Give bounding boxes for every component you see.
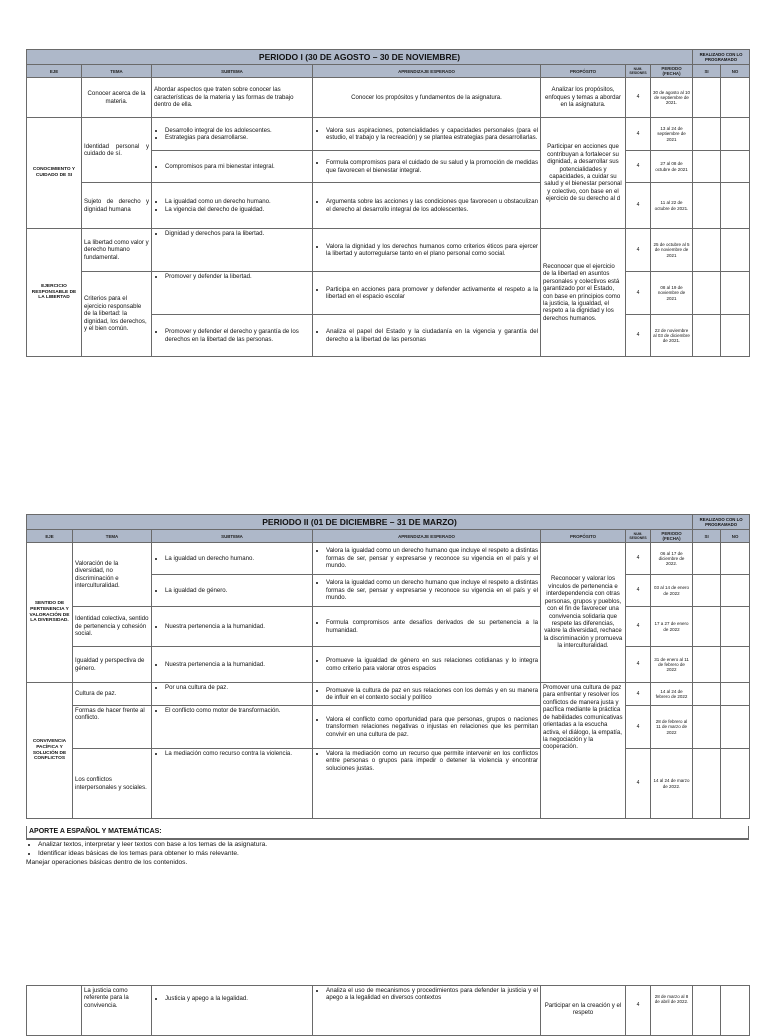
aprendizaje-bullet: • Participa en acciones para promover y defender activamente el respeto a la libertad en el espacio escolar — [326, 286, 538, 301]
fecha-cell: 14 al 24 de marzo de 2022. — [651, 749, 693, 819]
sesiones-cell: 4 — [626, 229, 651, 272]
tema-cell: Sujeto de derecho y dignidad humana — [82, 183, 152, 229]
period-1-title: PERIODO I (30 DE AGOSTO – 30 DE NOVIEMBRE) — [27, 50, 693, 65]
subtema-bullet: • La igualdad de género. — [165, 587, 310, 594]
aprendizaje-cell — [313, 986, 541, 1036]
table-row — [27, 986, 750, 1036]
table-row — [27, 706, 750, 749]
aporte-item: • Identificar ideas básicas de los temas para obtener lo más relevante. — [38, 849, 749, 858]
subtema-bullet: • Promover y defender la libertad. — [165, 273, 310, 280]
subtema-cell — [152, 183, 313, 229]
fecha-cell: 28 de febrero al 11 de marzo de 2022 — [651, 706, 693, 749]
sesiones-cell: 4 — [626, 986, 651, 1036]
tema-cell: Igualdad y perspectiva de género. — [73, 647, 152, 683]
no-checkbox[interactable] — [721, 78, 750, 118]
subtema-bullet: • Por una cultura de paz. — [165, 684, 310, 691]
header-periodo: PERIODO (FECHA) — [651, 65, 693, 78]
si-checkbox[interactable] — [693, 272, 721, 315]
subtema-cell — [152, 986, 313, 1036]
aprendizaje-cell — [313, 607, 541, 647]
aprendizaje-cell — [313, 683, 541, 706]
fecha-cell: 30 de agosto al 10 de septiembre de 2021. — [651, 78, 693, 118]
eje-cell-empty — [27, 78, 82, 118]
si-checkbox[interactable] — [693, 315, 721, 357]
period-1-table — [26, 49, 750, 357]
fecha-cell: 31 de enero al 11 de febrero de 2022 — [651, 647, 693, 683]
tema-cell: Valoración de la diversidad, no discriminación e interculturalidad. — [73, 543, 152, 607]
table-row — [27, 543, 750, 575]
subtema-cell — [152, 683, 313, 706]
header-periodo: PERIODO (FECHA) — [651, 530, 693, 543]
subtema-cell — [152, 118, 313, 151]
period-2-title-row — [27, 515, 750, 530]
aprendizaje-bullet: • Analiza el papel del Estado y la ciudadanía en la vigencia y garantía del derecho a la libertad de las personas — [326, 328, 538, 343]
table-row — [27, 183, 750, 229]
aprendizaje-bullet: • Valora la dignidad y los derechos humanos como criterios éticos para ejercer la libertad y autorregularse tanto en el plano personal como social. — [326, 243, 538, 258]
proposito-cell: Analizar los propósitos, enfoques y temas a abordar en la asignatura. — [541, 78, 626, 118]
fecha-cell: 27 al 08 de octubre de 2021 — [651, 151, 693, 183]
subtema-bullet: • Nuestra pertenencia a la humanidad. — [165, 661, 310, 668]
subtema-bullet: • Promover y defender el derecho y garantía de los derechos en la libertad de las personas. — [165, 328, 310, 343]
si-checkbox[interactable] — [693, 183, 721, 229]
subtema-cell — [152, 543, 313, 575]
subtema-cell — [152, 706, 313, 749]
header-no: NO — [721, 65, 750, 78]
sesiones-cell: 4 — [626, 151, 651, 183]
subtema-bullet: • Desarrollo integral de los adolescentes. — [165, 127, 310, 134]
header-sesiones: NUM. SESIONES — [626, 530, 651, 543]
subtema-bullet: • La vigencia del derecho de igualdad. — [165, 206, 310, 213]
subtema-bullet: • La mediación como recurso contra la violencia. — [165, 750, 310, 757]
header-si: SI — [693, 530, 721, 543]
tema-cell: Formas de hacer frente al conflicto. — [73, 706, 152, 749]
si-checkbox[interactable] — [693, 543, 721, 575]
header-aprendizaje: APRENDIZAJE ESPERADO — [313, 65, 541, 78]
subtema-bullet: • El conflicto como motor de transformación. — [165, 707, 310, 714]
aprendizaje-bullet: • Formula compromisos para el cuidado de su salud y la promoción de medidas que favorecen el bienestar integral. — [326, 159, 538, 174]
header-proposito: PROPÓSITO — [541, 530, 626, 543]
no-checkbox[interactable] — [721, 647, 750, 683]
tema-cell: Cultura de paz. — [73, 683, 152, 706]
table-row — [27, 272, 750, 315]
no-checkbox[interactable] — [721, 986, 750, 1036]
period-1-title-row — [27, 50, 750, 65]
aprendizaje-bullet: • Valora el conflicto como oportunidad para que personas, grupos o naciones transformen relaciones negativas o injustas en relaciones que les permitan convivir en una cultura de paz. — [326, 716, 538, 738]
tema-cell: La justicia como referente para la convivencia. — [82, 986, 152, 1036]
period-2-table — [26, 514, 750, 819]
si-checkbox[interactable] — [693, 986, 721, 1036]
proposito-cell: Participar en acciones que contribuyan a fortalecer su dignidad, a desarrollar sus potencialidades y capacidades, a cuidar su salud y el bienestar personal y colectivo, con base en el ejercicio de su derecho al d — [541, 118, 626, 229]
fecha-cell: 28 de marzo al 8 de abril de 2022. — [651, 986, 693, 1036]
aprendizaje-bullet: • Argumenta sobre las acciones y las condiciones que favorecen u obstaculizan el derecho al desarrollo integral de los adolescentes. — [326, 198, 538, 213]
aporte-box — [26, 826, 749, 840]
eje-cell: EJERCICIO RESPONSABLE DE LA LIBERTAD — [27, 229, 82, 357]
aprendizaje-cell — [313, 706, 541, 749]
aprendizaje-cell — [313, 749, 541, 819]
subtema-cell — [152, 315, 313, 357]
si-checkbox[interactable] — [693, 229, 721, 272]
aprendizaje-bullet: • Promueve la igualdad de género en sus relaciones cotidianas y lo integra como criterio para valorar otros espacios — [326, 657, 538, 672]
no-checkbox[interactable] — [721, 229, 750, 272]
si-checkbox[interactable] — [693, 78, 721, 118]
subtema-cell: Abordar aspectos que traten sobre conocer las características de la materia y las formas de trabajo dentro de ella. — [152, 78, 313, 118]
sesiones-cell: 4 — [626, 607, 651, 647]
aprendizaje-bullet: • Formula compromisos ante desafíos derivados de su pertenencia a la humanidad. — [326, 619, 538, 634]
aprendizaje-cell — [313, 315, 541, 357]
fecha-cell: 14 al 24 de febrero de 2022 — [651, 683, 693, 706]
table-row — [27, 607, 750, 647]
si-checkbox[interactable] — [693, 706, 721, 749]
subtema-bullet: • Estrategias para desarrollarse. — [165, 134, 310, 141]
proposito-cell: Reconocer que el ejercicio de la libertad en asuntos personales y colectivos está garantizado por el Estado, con base en principios como la justicia, la igualdad, el respeto a la dignidad y los derechos humanos. — [541, 229, 626, 357]
no-checkbox[interactable] — [721, 272, 750, 315]
fecha-cell: 08 al 19 de noviembre de 2021 — [651, 272, 693, 315]
subtema-bullet: • La igualdad como un derecho humano. — [165, 198, 310, 205]
subtema-cell — [152, 647, 313, 683]
eje-cell: CONOCIMIENTO Y CUIDADO DE SI — [27, 118, 82, 229]
sesiones-cell: 4 — [626, 647, 651, 683]
table-row — [27, 647, 750, 683]
period-3-table — [26, 985, 750, 1036]
subtema-bullet: • Compromisos para mi bienestar integral. — [165, 163, 310, 170]
sesiones-cell: 4 — [626, 118, 651, 151]
no-checkbox[interactable] — [721, 183, 750, 229]
aporte-title: APORTE A ESPAÑOL Y MATEMÁTICAS: — [27, 826, 748, 839]
aporte-list — [26, 840, 749, 858]
realizado-header: REALIZADO CON LO PROGRAMADO — [693, 515, 750, 530]
subtema-cell — [152, 607, 313, 647]
header-si: SI — [693, 65, 721, 78]
no-checkbox[interactable] — [721, 607, 750, 647]
aprendizaje-cell — [313, 575, 541, 607]
si-checkbox[interactable] — [693, 151, 721, 183]
table-row — [27, 118, 750, 151]
fecha-cell: 25 de octubre al 5 de noviembre de 2021 — [651, 229, 693, 272]
header-aprendizaje: APRENDIZAJE ESPERADO — [313, 530, 541, 543]
fecha-cell: 11 al 22 de octubre de 2021. — [651, 183, 693, 229]
tema-cell: Los conflictos interpersonales y sociales. — [73, 749, 152, 819]
aprendizaje-cell — [313, 151, 541, 183]
subtema-cell — [152, 749, 313, 819]
period-1-header-row — [27, 65, 750, 78]
header-tema: TEMA — [73, 530, 152, 543]
si-checkbox[interactable] — [693, 683, 721, 706]
header-proposito: PROPÓSITO — [541, 65, 626, 78]
tema-cell: Criterios para el ejercicio responsable de la libertad: la dignidad, los derechos, y el bien común. — [82, 272, 152, 357]
subtema-bullet: • Justicia y apego a la legalidad. — [165, 995, 310, 1002]
eje-cell: SENTIDO DE PERTENENCIA Y VALORACIÓN DE LA DIVERSIDAD. — [27, 543, 73, 683]
subtema-cell — [152, 229, 313, 272]
header-tema: TEMA — [82, 65, 152, 78]
header-sesiones: NUM. SESIONES — [626, 65, 651, 78]
aprendizaje-bullet: • Valora la igualdad como un derecho humano que incluye el respeto a distintas formas de ser, pensar y expresarse y reconoce su vigencia en el país y el mundo. — [326, 579, 538, 601]
aprendizaje-cell — [313, 647, 541, 683]
no-checkbox[interactable] — [721, 749, 750, 819]
period-2-header-row — [27, 530, 750, 543]
header-subtema: SUBTEMA — [152, 65, 313, 78]
tema-cell: Identidad colectiva, sentido de pertenencia y cohesión social. — [73, 607, 152, 647]
sesiones-cell: 4 — [626, 543, 651, 575]
sesiones-cell: 4 — [626, 706, 651, 749]
proposito-cell: Reconocer y valorar los vínculos de pertenencia e interdependencia con otras personas, grupos y pueblos, con el fin de favorecer una convivencia solidaria que respete las diferencias, valore la diversidad, rechace la discriminación y promueva la interculturalidad. — [541, 543, 626, 683]
header-eje: EJE — [27, 65, 82, 78]
no-checkbox[interactable] — [721, 683, 750, 706]
proposito-cell: Participar en la creación y el respeto — [541, 986, 626, 1036]
header-no: NO — [721, 530, 750, 543]
fecha-cell: 17 a 27 de enero de 2022 — [651, 607, 693, 647]
aprendizaje-cell — [313, 543, 541, 575]
table-row — [27, 229, 750, 272]
fecha-cell: 03 al 14 de enero de 2022 — [651, 575, 693, 607]
header-eje: EJE — [27, 530, 73, 543]
tema-cell: Identidad personal y cuidado de sí. — [82, 118, 152, 183]
aprendizaje-bullet: • Analiza el uso de mecanismos y procedimientos para defender la justicia y el apego a la legalidad en diversos contextos — [326, 987, 538, 1002]
no-checkbox[interactable] — [721, 543, 750, 575]
aprendizaje-bullet: • Valora la igualdad como un derecho humano que incluye el respeto a distintas formas de ser, pensar y expresarse y reconoce su vigencia en el país y el mundo. — [326, 547, 538, 569]
si-checkbox[interactable] — [693, 749, 721, 819]
no-checkbox[interactable] — [721, 315, 750, 357]
si-checkbox[interactable] — [693, 647, 721, 683]
aprendizaje-cell — [313, 229, 541, 272]
sesiones-cell: 4 — [626, 272, 651, 315]
aprendizaje-cell — [313, 272, 541, 315]
realizado-header: REALIZADO CON LO PROGRAMADO — [693, 50, 750, 65]
period-2-title: PERIODO II (01 DE DICIEMBRE – 31 DE MARZO) — [27, 515, 693, 530]
sesiones-cell: 4 — [626, 575, 651, 607]
aprendizaje-cell: Conocer los propósitos y fundamentos de la asignatura. — [313, 78, 541, 118]
fecha-cell: 06 al 17 de diciembre de 2022. — [651, 543, 693, 575]
aprendizaje-bullet: • Promueve la cultura de paz en sus relaciones con los demás y en su manera de influir en el contexto social y político — [326, 687, 538, 702]
aporte-item: • Analizar textos, interpretar y leer textos con base a los temas de la asignatura. — [38, 840, 749, 849]
header-subtema: SUBTEMA — [152, 530, 313, 543]
subtema-bullet: • Dignidad y derechos para la libertad. — [165, 230, 310, 237]
no-checkbox[interactable] — [721, 151, 750, 183]
fecha-cell: 22 de noviembre al 03 de diciembre de 2021. — [651, 315, 693, 357]
table-row — [27, 78, 750, 118]
subtema-bullet: • La igualdad un derecho humano. — [165, 555, 310, 562]
no-checkbox[interactable] — [721, 706, 750, 749]
sesiones-cell: 4 — [626, 749, 651, 819]
si-checkbox[interactable] — [693, 607, 721, 647]
si-checkbox[interactable] — [693, 118, 721, 151]
aporte-line: Manejar operaciones básicas dentro de los contenidos. — [26, 859, 188, 867]
sesiones-cell: 4 — [626, 78, 651, 118]
aporte-section — [26, 826, 749, 867]
aprendizaje-cell — [313, 118, 541, 151]
table-row — [27, 683, 750, 706]
subtema-cell — [152, 151, 313, 183]
no-checkbox[interactable] — [721, 118, 750, 151]
aprendizaje-bullet: • Valora la mediación como un recurso que permite intervenir en los conflictos entre personas o grupos para impedir o detener la violencia y encontrar soluciones justas. — [326, 750, 538, 772]
subtema-bullet: • Nuestra pertenencia a la humanidad. — [165, 623, 310, 630]
aprendizaje-cell — [313, 183, 541, 229]
tema-cell: Conocer acerca de la materia. — [82, 78, 152, 118]
table-row — [27, 749, 750, 819]
aprendizaje-bullet: • Valora sus aspiraciones, potencialidades y capacidades personales (para el estudio, el trabajo y la recreación) y se plantea estrategias para desarrollarlas. — [326, 127, 538, 142]
eje-cell: CONVIVENCIA PACÍFICA Y SOLUCIÓN DE CONFLICTOS — [27, 683, 73, 819]
si-checkbox[interactable] — [693, 575, 721, 607]
sesiones-cell: 4 — [626, 683, 651, 706]
sesiones-cell: 4 — [626, 183, 651, 229]
subtema-cell — [152, 272, 313, 315]
tema-cell: La libertad como valor y derecho humano fundamental. — [82, 229, 152, 272]
proposito-cell: Promover una cultura de paz para enfrentar y resolver los conflictos de manera justa y pacífica mediante la práctica de habilidades comunicativas orientadas a la escucha activa, el diálogo, la empatía, la negociación y la cooperación. — [541, 683, 626, 819]
eje-cell-empty — [27, 986, 82, 1036]
sesiones-cell: 4 — [626, 315, 651, 357]
fecha-cell: 13 al 24 de septiembre de 2021 — [651, 118, 693, 151]
subtema-cell — [152, 575, 313, 607]
no-checkbox[interactable] — [721, 575, 750, 607]
